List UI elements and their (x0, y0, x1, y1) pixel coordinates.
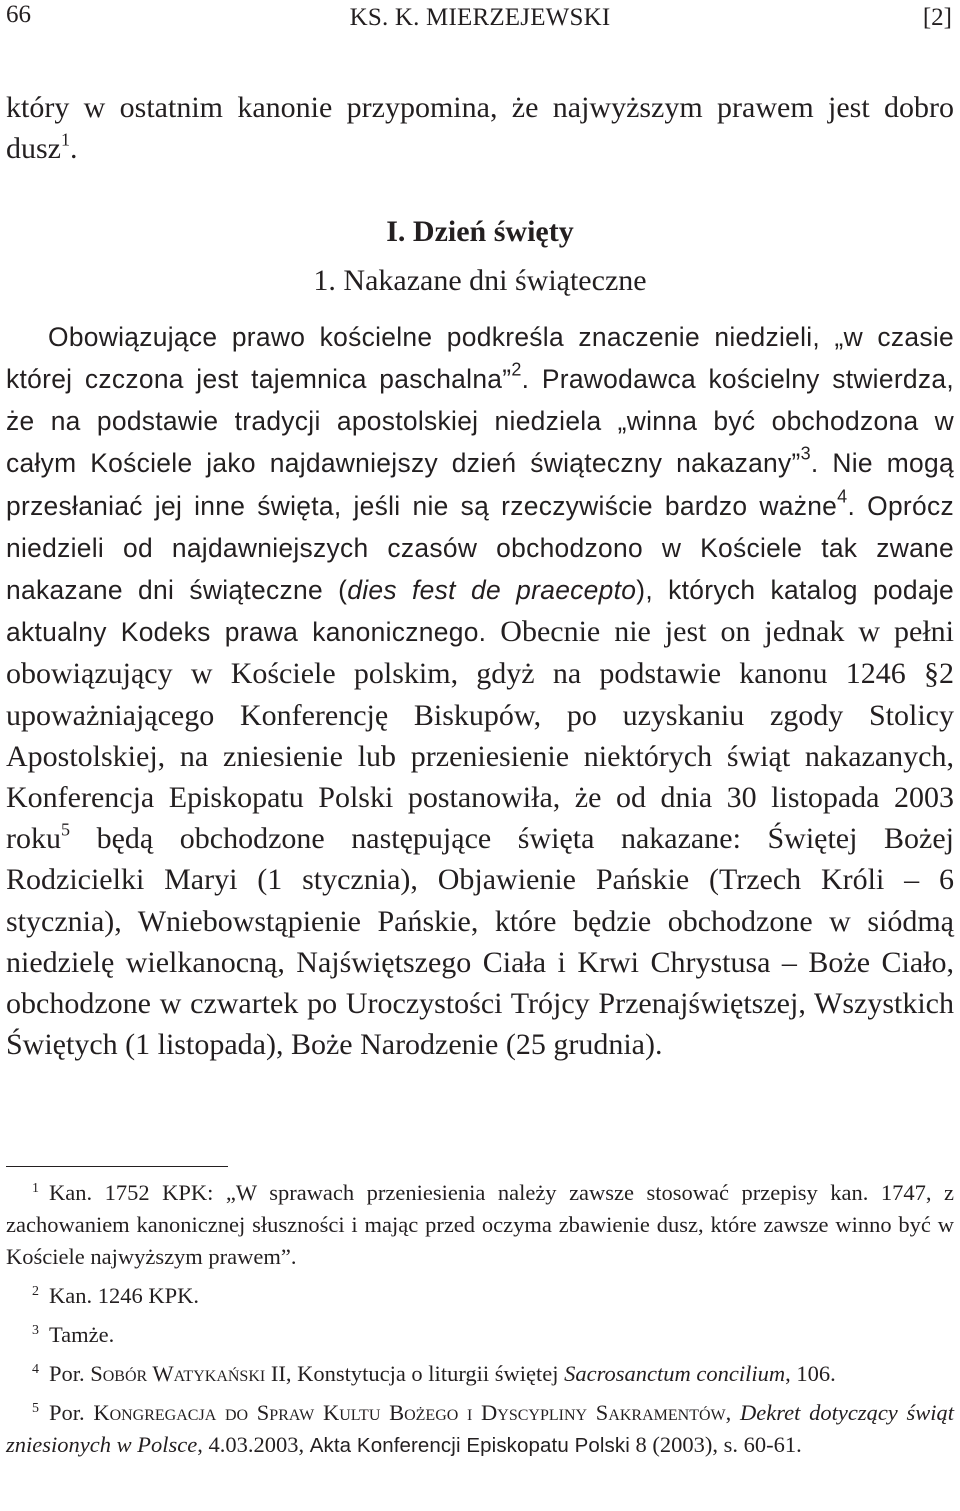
main-paragraph: Obowiązujące prawo kościelne podkreśla znaczenie niedzieli, „w czasie której czczona jest tajemnica paschalna”$^2$. Prawodawca kościelny stwierdza, że na podstawie tradycji apostolskiej niedziela „winna być obchodzona w całym Kościele jako najdawniejszy dzień świąteczny nakazany”$^3$. Nie mogą przesłaniać jej inne święta, jeśli nie są rzeczywiście bardzo ważne$^4$. Oprócz niedzieli od najdawniejszych czasów obchodzono w Kościele tak zwane nakazane dni świąteczne (dies fest de praecepto), których katalog podaje aktualny Kodeks prawa kanonicznego. Obecnie nie jest on jednak w pełni obowiązujący w Kościele polskim, gdyż na podstawie kanonu 1246 §2 upoważniającego Konferencję Biskupów, po uzyskaniu zgody Stolicy Apostolskiej, na zniesienie lub przeniesienie niektórych świąt nakazanych, Konferencja Episkopatu Polski postanowiła, że od dnia 30 listopada 2003 roku$^5$ będą obchodzone następujące święta nakazane: Świętej Bożej Rodzicielki Maryi (1 stycznia), Objawienie Pańskie (Trzech Króli – 6 stycznia), Wniebowstąpienie Pańskie, które będzie obchodzone w siódmą niedzielę wielkanocną, Najświętszego Ciała i Krwi Chrystusa – Boże Ciało, obchodzone w czwartek po Uroczystości Trójcy Przenajświętszej, Wszystkich Świętych (1 listopada), Boże Narodzenie (25 grudnia). (6, 321, 955, 1062)
footnote-4: $^4$ Por. Sobór Watykański II, Konstytucja o liturgii świętej Sacrosanctum concilium, 106. (32, 1361, 836, 1386)
footnote-ref-2: 2 (511, 359, 522, 380)
footnote-2: $^2$ Kan. 1246 KPK. (32, 1283, 199, 1308)
section-marker: [2] (922, 4, 952, 31)
document-title: Sacrosanctum concilium (564, 1361, 786, 1386)
footnote-5: $^5$ Por. Kongregacja do Spraw Kultu Bożego i Dyscypliny Sakramentów, Dekret dotyczący świąt zniesionych w Polsce, 4.03.2003, Akta Konferencji Episkopatu Polski 8 (2003), s. 60-61. (6, 1400, 955, 1457)
author-smallcaps: Kongregacja do Spraw Kultu Bożego i Dyscypliny Sakramentów (93, 1400, 726, 1425)
footnote-1: $^1$ Kan. 1752 KPK: „W sprawach przeniesienia należy zawsze stosować przepisy kan. 1747, z zachowaniem kanonicznej słuszności i mając przed oczyma zbawienie dusz, które zawsze winno być w Kościele najwyższym prawem”. (6, 1180, 954, 1269)
footnotes (6, 1177, 954, 1469)
footnote-3: $^3$ Tamże. (32, 1322, 115, 1347)
footnote-ref-1: 1 (61, 129, 70, 150)
page-header (0, 0, 960, 40)
intro-paragraph: który w ostatnim kanonie przypomina, że najwyższym prawem jest dobro dusz$^1$. (6, 91, 954, 166)
page-number: 66 (6, 1, 31, 28)
footnote-ref-3: 3 (800, 443, 811, 464)
section-heading: I. Dzień święty (386, 215, 574, 249)
journal-title: Akta Konferencji Episkopatu Polski (309, 1434, 630, 1457)
main-text (6, 87, 954, 1065)
footnote-ref-4: 4 (837, 486, 848, 507)
footnote-ref-5: 5 (61, 819, 70, 840)
author-smallcaps: Sobór Watykański (90, 1361, 266, 1386)
document-title: Dekret dotyczący świąt zniesionych w Polsce (6, 1400, 955, 1457)
subsection-heading: 1. Nakazane dni świąteczne (313, 263, 647, 297)
running-head: KS. K. MIERZEJEWSKI (349, 4, 611, 31)
footnote-separator (6, 1166, 228, 1167)
latin-term: dies fest de praecepto (347, 575, 637, 606)
